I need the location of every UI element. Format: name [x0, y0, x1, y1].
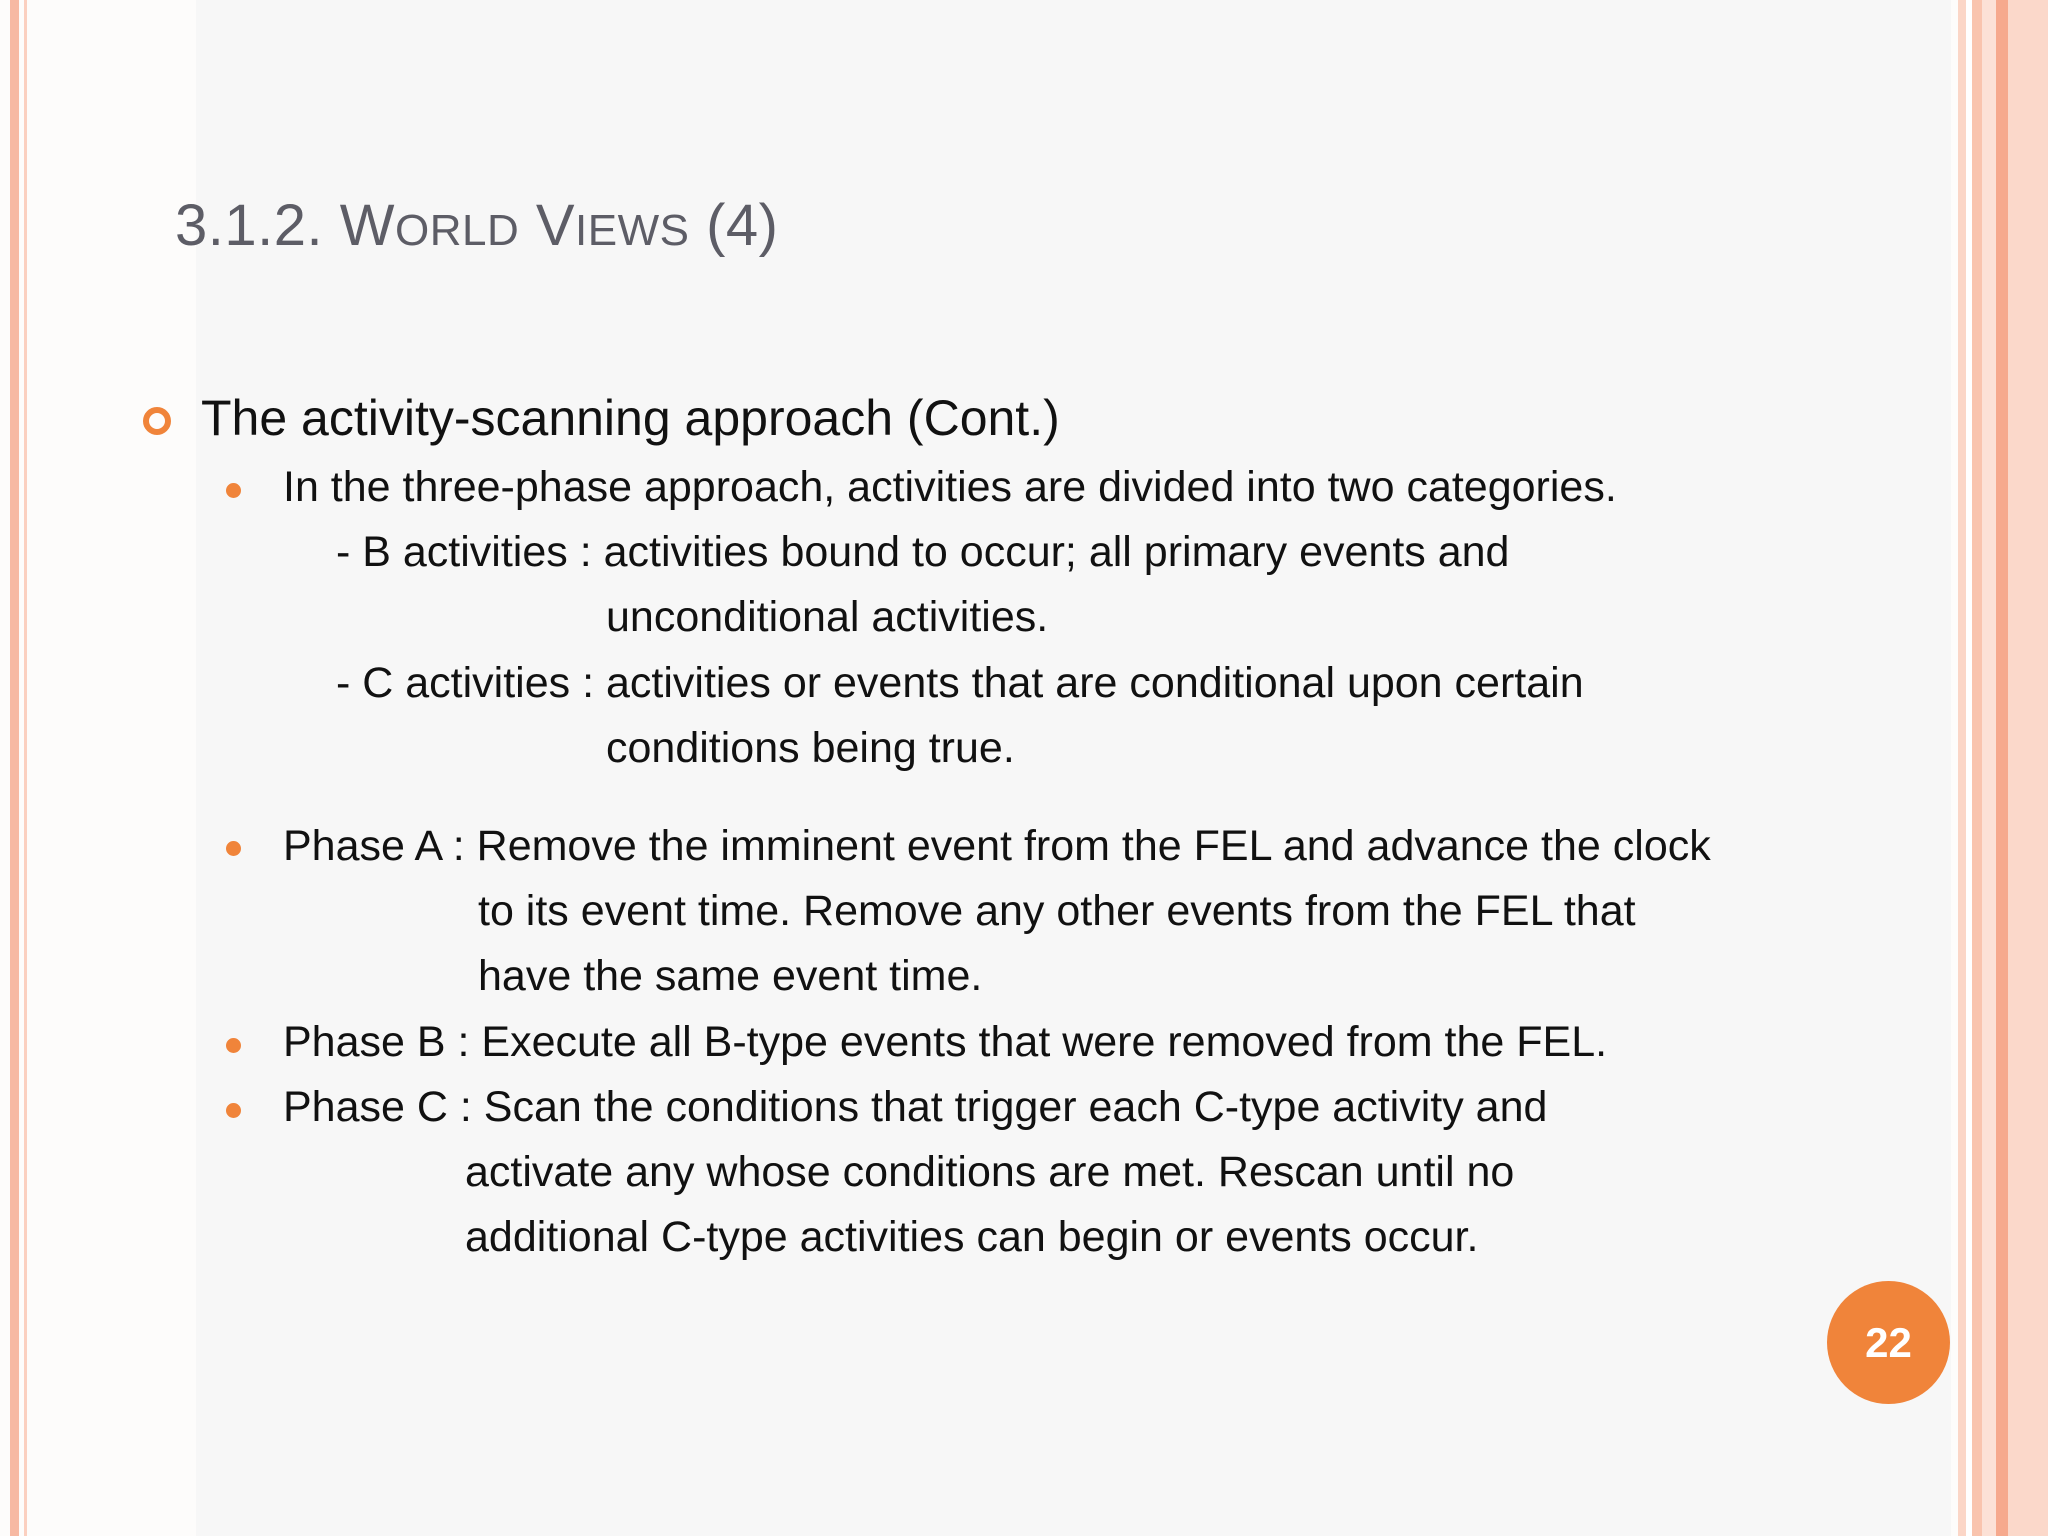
right-border-stripe — [1996, 0, 2008, 1536]
b-activities-line-1: - B activities : activities bound to occur; all primary events and — [336, 528, 1510, 576]
dot-bullet-icon — [226, 1038, 241, 1053]
title-suffix: (4) — [689, 193, 779, 258]
title-word-2-cap: V — [535, 193, 576, 258]
dot-bullet-icon — [226, 841, 241, 856]
right-border-stripe — [1958, 0, 1966, 1536]
right-border-stripe — [2008, 0, 2048, 1536]
slide-title — [175, 192, 779, 259]
page-number-badge: 22 — [1827, 1281, 1950, 1404]
phase-c-line-3: additional C-type activities can begin or events occur. — [465, 1213, 1479, 1261]
title-word-1-cap: W — [339, 193, 395, 258]
phase-a-line-1: Phase A : Remove the imminent event from the FEL and advance the clock — [283, 822, 1711, 870]
title-word-2-rest: IEWS — [575, 206, 690, 255]
b-activities-line-2: unconditional activities. — [606, 593, 1049, 641]
main-bullet-text: The activity-scanning approach (Cont.) — [201, 390, 1060, 446]
sub-bullet-intro: In the three-phase approach, activities are divided into two categories. — [283, 463, 1617, 511]
phase-a-line-3: have the same event time. — [478, 952, 983, 1000]
dot-bullet-icon — [226, 1103, 241, 1118]
c-activities-line-2: conditions being true. — [606, 724, 1015, 772]
phase-a-line-2: to its event time. Remove any other events from the FEL that — [478, 887, 1636, 935]
phase-c-line-2: activate any whose conditions are met. Rescan until no — [465, 1148, 1515, 1196]
phase-c-line-1: Phase C : Scan the conditions that trigger each C-type activity and — [283, 1083, 1548, 1131]
right-border-stripe — [1972, 0, 1982, 1536]
right-border-stripe — [1982, 0, 1996, 1536]
title-prefix: 3.1.2. — [175, 193, 340, 258]
left-border-outer — [10, 0, 19, 1536]
phase-b-line-1: Phase B : Execute all B-type events that were removed from the FEL. — [283, 1018, 1608, 1066]
ring-bullet-icon — [143, 407, 171, 435]
left-border-inner — [24, 0, 27, 1536]
dot-bullet-icon — [226, 483, 241, 498]
c-activities-line-1: - C activities : activities or events that are conditional upon certain — [336, 659, 1584, 707]
title-word-1-rest: ORLD — [394, 206, 520, 255]
